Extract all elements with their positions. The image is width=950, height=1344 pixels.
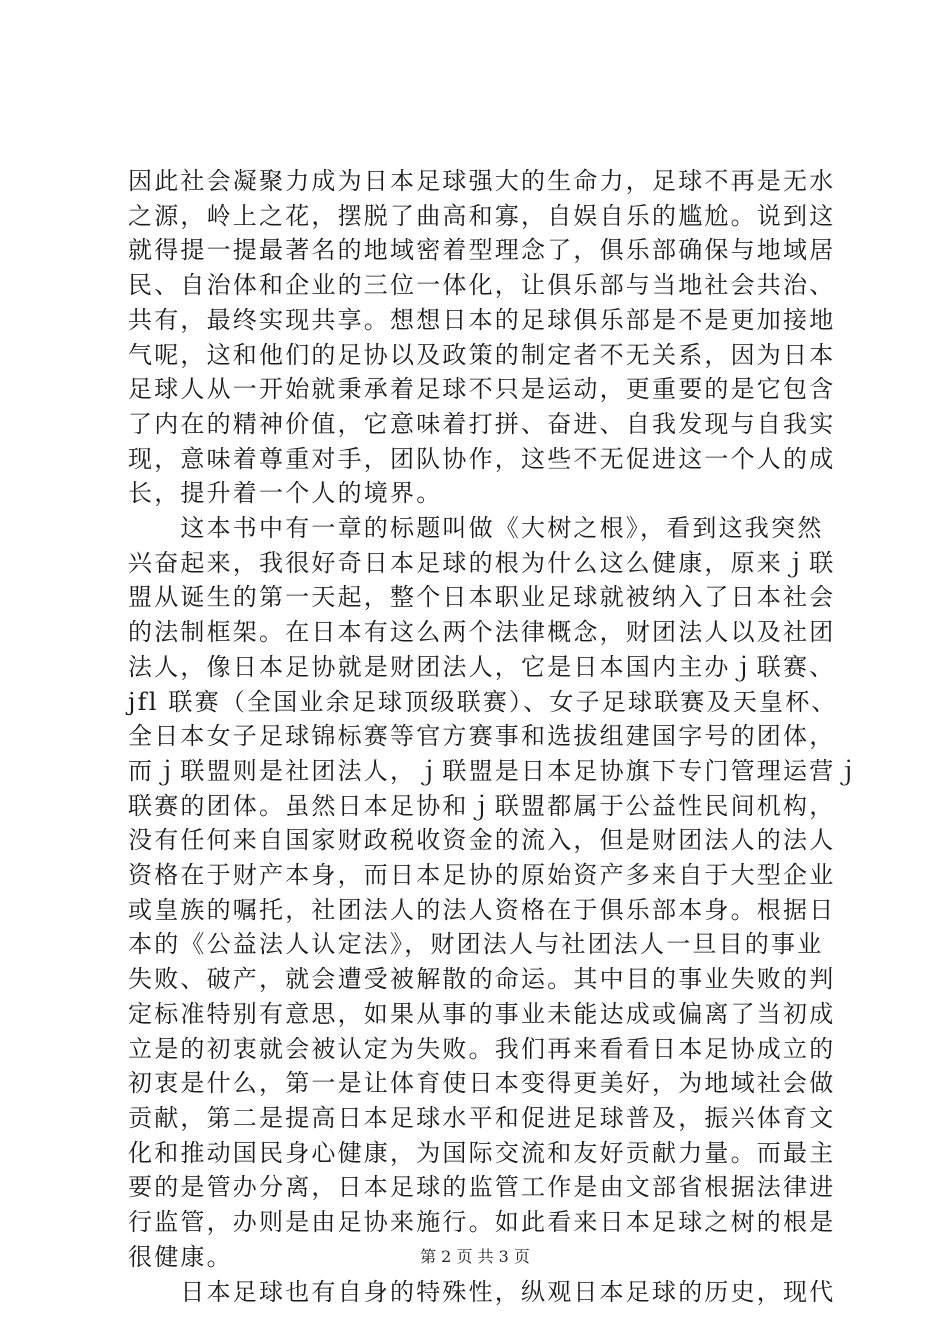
text-line: 定标准特别有意思，如果从事的事业未能达成或偏离了当初成 xyxy=(128,999,836,1028)
text-line: 日本足球也有自身的特殊性，纵观日本足球的历史，现代 xyxy=(128,1277,836,1306)
text-line: 本的《公益法人认定法》，财团法人与社团法人一旦目的事业 xyxy=(128,930,824,959)
text-line: jfl 联赛（全国业余足球顶级联赛）、女子足球联赛及天皇杯、 xyxy=(128,687,838,716)
text-line: 立是的初衷就会被认定为失败。我们再来看看日本足协成立的 xyxy=(128,1034,836,1063)
text-line: 民、自治体和企业的三位一体化，让俱乐部与当地社会共治、 xyxy=(128,271,836,300)
page-number-footer: 第 2 页 共 3 页 xyxy=(420,1247,530,1266)
text-line: 化和推动国民身心健康，为国际交流和友好贡献力量。而最主 xyxy=(128,1138,836,1167)
text-line: 要的是管办分离，日本足球的监管工作是由文部省根据法律进 xyxy=(128,1173,836,1202)
text-line: 盟从诞生的第一天起，整个日本职业足球就被纳入了日本社会 xyxy=(128,583,836,612)
text-line: 兴奋起来，我很好奇日本足球的根为什么这么健康，原来ｊ联 xyxy=(128,548,836,577)
text-line: 因此社会凝聚力成为日本足球强大的生命力，足球不再是无水 xyxy=(128,167,836,195)
text-line: 气呢，这和他们的足协以及政策的制定者不无关系，因为日本 xyxy=(128,340,836,369)
text-line: 共有，最终实现共享。想想日本的足球俱乐部是不是更加接地 xyxy=(128,305,836,334)
text-line: 了内在的精神价值，它意味着打拼、奋进、自我发现与自我实 xyxy=(128,409,836,438)
text-line: 贡献，第二是提高日本足球水平和促进足球普及，振兴体育文 xyxy=(128,1103,836,1132)
text-line: 这本书中有一章的标题叫做《大树之根》，看到这我突然 xyxy=(128,514,824,543)
text-line: 长，提升着一个人的境界。 xyxy=(128,479,443,508)
text-line: 失败、破产，就会遭受被解散的命运。其中目的事业失败的判 xyxy=(128,965,836,994)
text-line: 没有任何来自国家财政税收资金的流入，但是财团法人的法人 xyxy=(128,826,836,855)
text-line: 现，意味着尊重对手，团队协作，这些不无促进这一个人的成 xyxy=(128,444,836,473)
text-line: 全日本女子足球锦标赛等官方赛事和选拔组建国字号的团体， xyxy=(128,722,836,751)
text-line: 行监管，办则是由足协来施行。如此看来日本足球之树的根是 xyxy=(128,1208,836,1237)
text-line: 初衷是什么，第一是让体育使日本变得更美好，为地域社会做 xyxy=(128,1069,836,1098)
body-text xyxy=(128,164,862,1309)
text-line: 而ｊ联盟则是社团法人，ｊ联盟是日本足协旗下专门管理运营ｊ xyxy=(128,756,862,785)
text-line: 或皇族的嘱托，社团法人的法人资格在于俱乐部本身。根据日 xyxy=(128,895,836,924)
text-line: 足球人从一开始就秉承着足球不只是运动，更重要的是它包含 xyxy=(128,375,836,404)
text-line: 很健康。 xyxy=(128,1242,233,1271)
text-line: 资格在于财产本身，而日本足协的原始资产多来自于大型企业 xyxy=(128,861,836,890)
text-line: 之源，岭上之花，摆脱了曲高和寡，自娱自乐的尴尬。说到这 xyxy=(128,201,836,230)
text-line: 就得提一提最著名的地域密着型理念了，俱乐部确保与地域居 xyxy=(128,236,836,265)
text-line: 法人，像日本足协就是财团法人，它是日本国内主办ｊ联赛、 xyxy=(128,652,836,681)
text-line: 联赛的团体。虽然日本足协和ｊ联盟都属于公益性民间机构， xyxy=(128,791,836,820)
text-line: 的法制框架。在日本有这么两个法律概念，财团法人以及社团 xyxy=(128,618,836,647)
